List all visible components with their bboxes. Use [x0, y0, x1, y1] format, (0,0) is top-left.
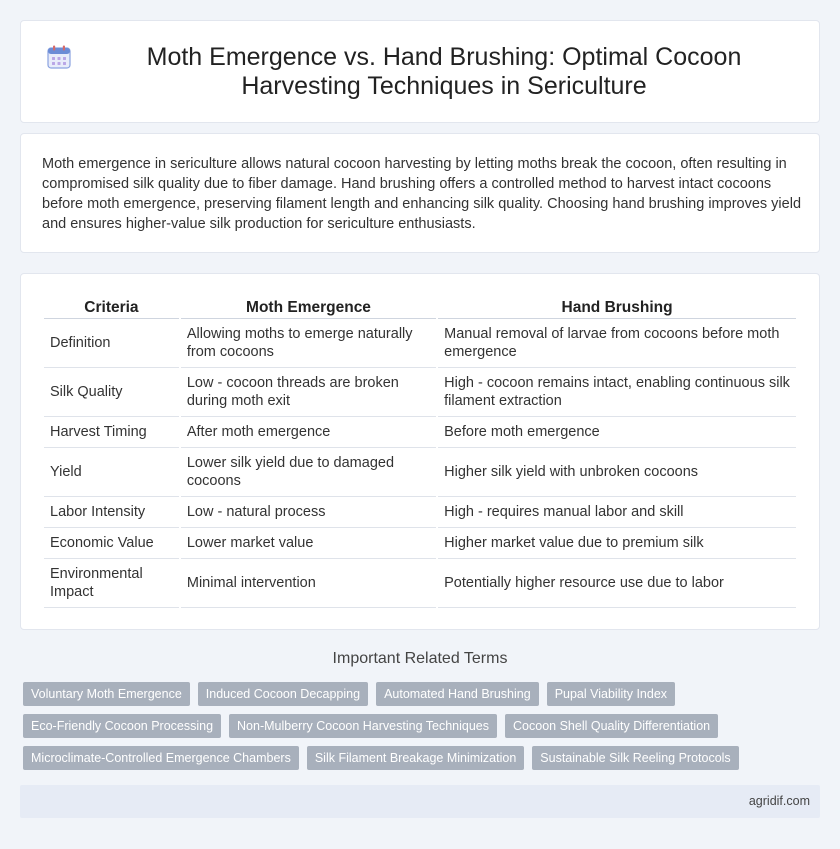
- table-cell: Lower market value: [181, 528, 436, 559]
- title-card: [20, 20, 820, 123]
- table-row: [44, 368, 796, 417]
- table-cell: Yield: [44, 448, 179, 497]
- table-cell: Allowing moths to emerge naturally from cocoons: [181, 319, 436, 368]
- intro-paragraph: Moth emergence in sericulture allows natural cocoon harvesting by letting moths break the cocoon, often resulting in compromised silk quality due to fiber damage. Hand brushing offers a controlled method to harvest intact cocoons before moth emergence, preserving filament length and enhancing silk quality. Choosing hand brushing improves yield and ensures higher-value silk production for sericulture enthusiasts.: [42, 156, 802, 232]
- table-cell: High - cocoon remains intact, enabling continuous silk filament extraction: [438, 368, 796, 417]
- footer: [20, 785, 820, 818]
- related-term-tag[interactable]: Non-Mulberry Cocoon Harvesting Techniques: [229, 714, 497, 738]
- table-cell: Silk Quality: [44, 368, 179, 417]
- footer-site-link[interactable]: agridif.com: [748, 794, 810, 808]
- table-cell: Potentially higher resource use due to labor: [438, 559, 796, 608]
- related-term-tag[interactable]: Sustainable Silk Reeling Protocols: [532, 746, 738, 770]
- related-term-tag[interactable]: Cocoon Shell Quality Differentiation: [505, 714, 718, 738]
- related-terms-list: [23, 682, 823, 778]
- table-cell: Higher silk yield with unbroken cocoons: [438, 448, 796, 497]
- table-row: [44, 497, 796, 528]
- table-row: [44, 319, 796, 368]
- table-row: [44, 448, 796, 497]
- table-header-row: [44, 295, 796, 319]
- related-term-tag[interactable]: Voluntary Moth Emergence: [23, 682, 190, 706]
- page-title: Moth Emergence vs. Hand Brushing: Optimal Cocoon Harvesting Techniques in Sericulture: [146, 42, 742, 100]
- table-cell: Lower silk yield due to damaged cocoons: [181, 448, 436, 497]
- related-term-tag[interactable]: Automated Hand Brushing: [376, 682, 539, 706]
- table-cell: Manual removal of larvae from cocoons before moth emergence: [438, 319, 796, 368]
- table-cell: Economic Value: [44, 528, 179, 559]
- table-cell: Before moth emergence: [438, 417, 796, 448]
- table-cell: After moth emergence: [181, 417, 436, 448]
- related-term-tag[interactable]: Induced Cocoon Decapping: [198, 682, 368, 706]
- table-cell: Labor Intensity: [44, 497, 179, 528]
- header-hand-brushing: Hand Brushing: [438, 295, 796, 319]
- table-cell: Low - cocoon threads are broken during moth exit: [181, 368, 436, 417]
- related-term-tag[interactable]: Pupal Viability Index: [547, 682, 675, 706]
- table-cell: High - requires manual labor and skill: [438, 497, 796, 528]
- related-terms-title: Important Related Terms: [332, 650, 508, 667]
- table-cell: Higher market value due to premium silk: [438, 528, 796, 559]
- table-row: [44, 559, 796, 608]
- comparison-table: [42, 295, 798, 608]
- related-term-tag[interactable]: Microclimate-Controlled Emergence Chambers: [23, 746, 299, 770]
- table-cell: Low - natural process: [181, 497, 436, 528]
- intro-card: [20, 133, 820, 253]
- table-cell: Definition: [44, 319, 179, 368]
- table-row: [44, 528, 796, 559]
- table-row: [44, 417, 796, 448]
- table-cell: Harvest Timing: [44, 417, 179, 448]
- related-term-tag[interactable]: Eco-Friendly Cocoon Processing: [23, 714, 221, 738]
- calendar-icon: [46, 44, 72, 70]
- header-criteria: Criteria: [44, 295, 179, 319]
- header-moth-emergence: Moth Emergence: [181, 295, 436, 319]
- table-cell: Environmental Impact: [44, 559, 179, 608]
- related-term-tag[interactable]: Silk Filament Breakage Minimization: [307, 746, 524, 770]
- table-cell: Minimal intervention: [181, 559, 436, 608]
- comparison-card: [20, 273, 820, 630]
